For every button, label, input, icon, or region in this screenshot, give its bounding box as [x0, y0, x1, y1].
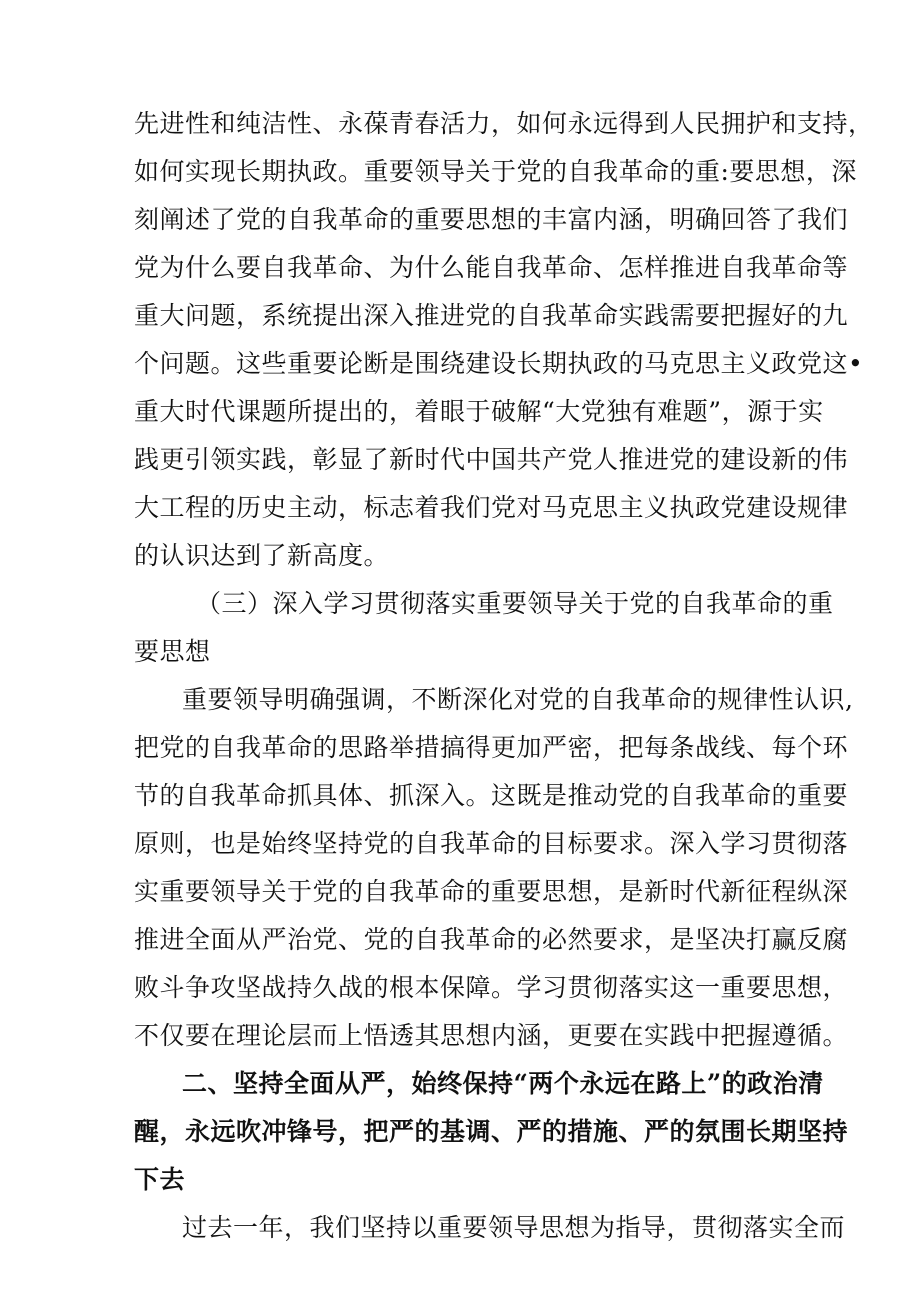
chapter-heading: 二、坚持全面从严，始终保持“两个永远在路上”的政治清: [182, 1069, 824, 1098]
body-text-line: 重要领导明确强调，不断深化对党的自我革命的规律性认识,: [182, 685, 854, 714]
body-text-line: 党为什么要自我革命、为什么能自我革命、怎样推进自我革命等: [134, 253, 849, 282]
body-text-line: 推进全面从严治党、党的自我革命的必然要求，是坚决打赢反腐: [134, 925, 849, 954]
body-text-line: 大工程的历史主动，标志着我们党对马克思主义执政党建设规律: [134, 493, 849, 522]
body-text-line: 过去一年，我们坚持以重要领导思想为指导，贯彻落实全而: [182, 1213, 846, 1242]
body-text-line: 个问题。这些重要论断是围绕建设长期执政的马克思主义政党这•: [134, 349, 864, 378]
body-text-line: 先进性和纯洁性、永葆青春活力，如何永远得到人民拥护和支持，: [134, 109, 874, 138]
body-text-line: 不仅要在理论层而上悟透其思想内涵，更要在实践中把握遵循。: [134, 1021, 849, 1050]
body-text-line: 节的自我革命抓具体、抓深入。这既是推动党的自我革命的重要: [134, 781, 849, 810]
chapter-heading: 醒，永远吹冲锋号，把严的基调、严的措施、严的氛围长期坚持: [134, 1117, 849, 1146]
body-text-line: 败斗争攻坚战持久战的根本保障。学习贯彻落实这一重要思想，: [134, 973, 849, 1002]
body-text-line: 的认识达到了新高度。: [134, 541, 390, 570]
body-text-line: 原则，也是始终坚持党的自我革命的目标要求。深入学习贯彻落: [134, 829, 849, 858]
section-heading: 要思想: [134, 637, 211, 666]
body-text-line: 践更引领实践，彰显了新时代中国共产党人推进党的建设新的伟: [134, 445, 849, 474]
body-text-line: 重大问题，系统提出深入推进党的自我革命实践需要把握好的九: [134, 301, 849, 330]
body-text-line: 如何实现长期执政。重要领导关于党的自我革命的重:要思想，深: [134, 157, 857, 186]
section-heading: （三）深入学习贯彻落实重要领导关于党的自我革命的重: [196, 589, 834, 618]
body-text-line: 实重要领导关于党的自我革命的重要思想，是新时代新征程纵深: [134, 877, 849, 906]
chapter-heading: 下去: [134, 1165, 186, 1194]
body-text-line: 刻阐述了党的自我革命的重要思想的丰富内涵，明确回答了我们: [134, 205, 849, 234]
body-text-line: 重大时代课题所提出的，着眼于破解“大党独有难题”，源于实: [134, 397, 824, 426]
body-text-line: 把党的自我革命的思路举措搞得更加严密，把每条战线、每个环: [134, 733, 849, 762]
